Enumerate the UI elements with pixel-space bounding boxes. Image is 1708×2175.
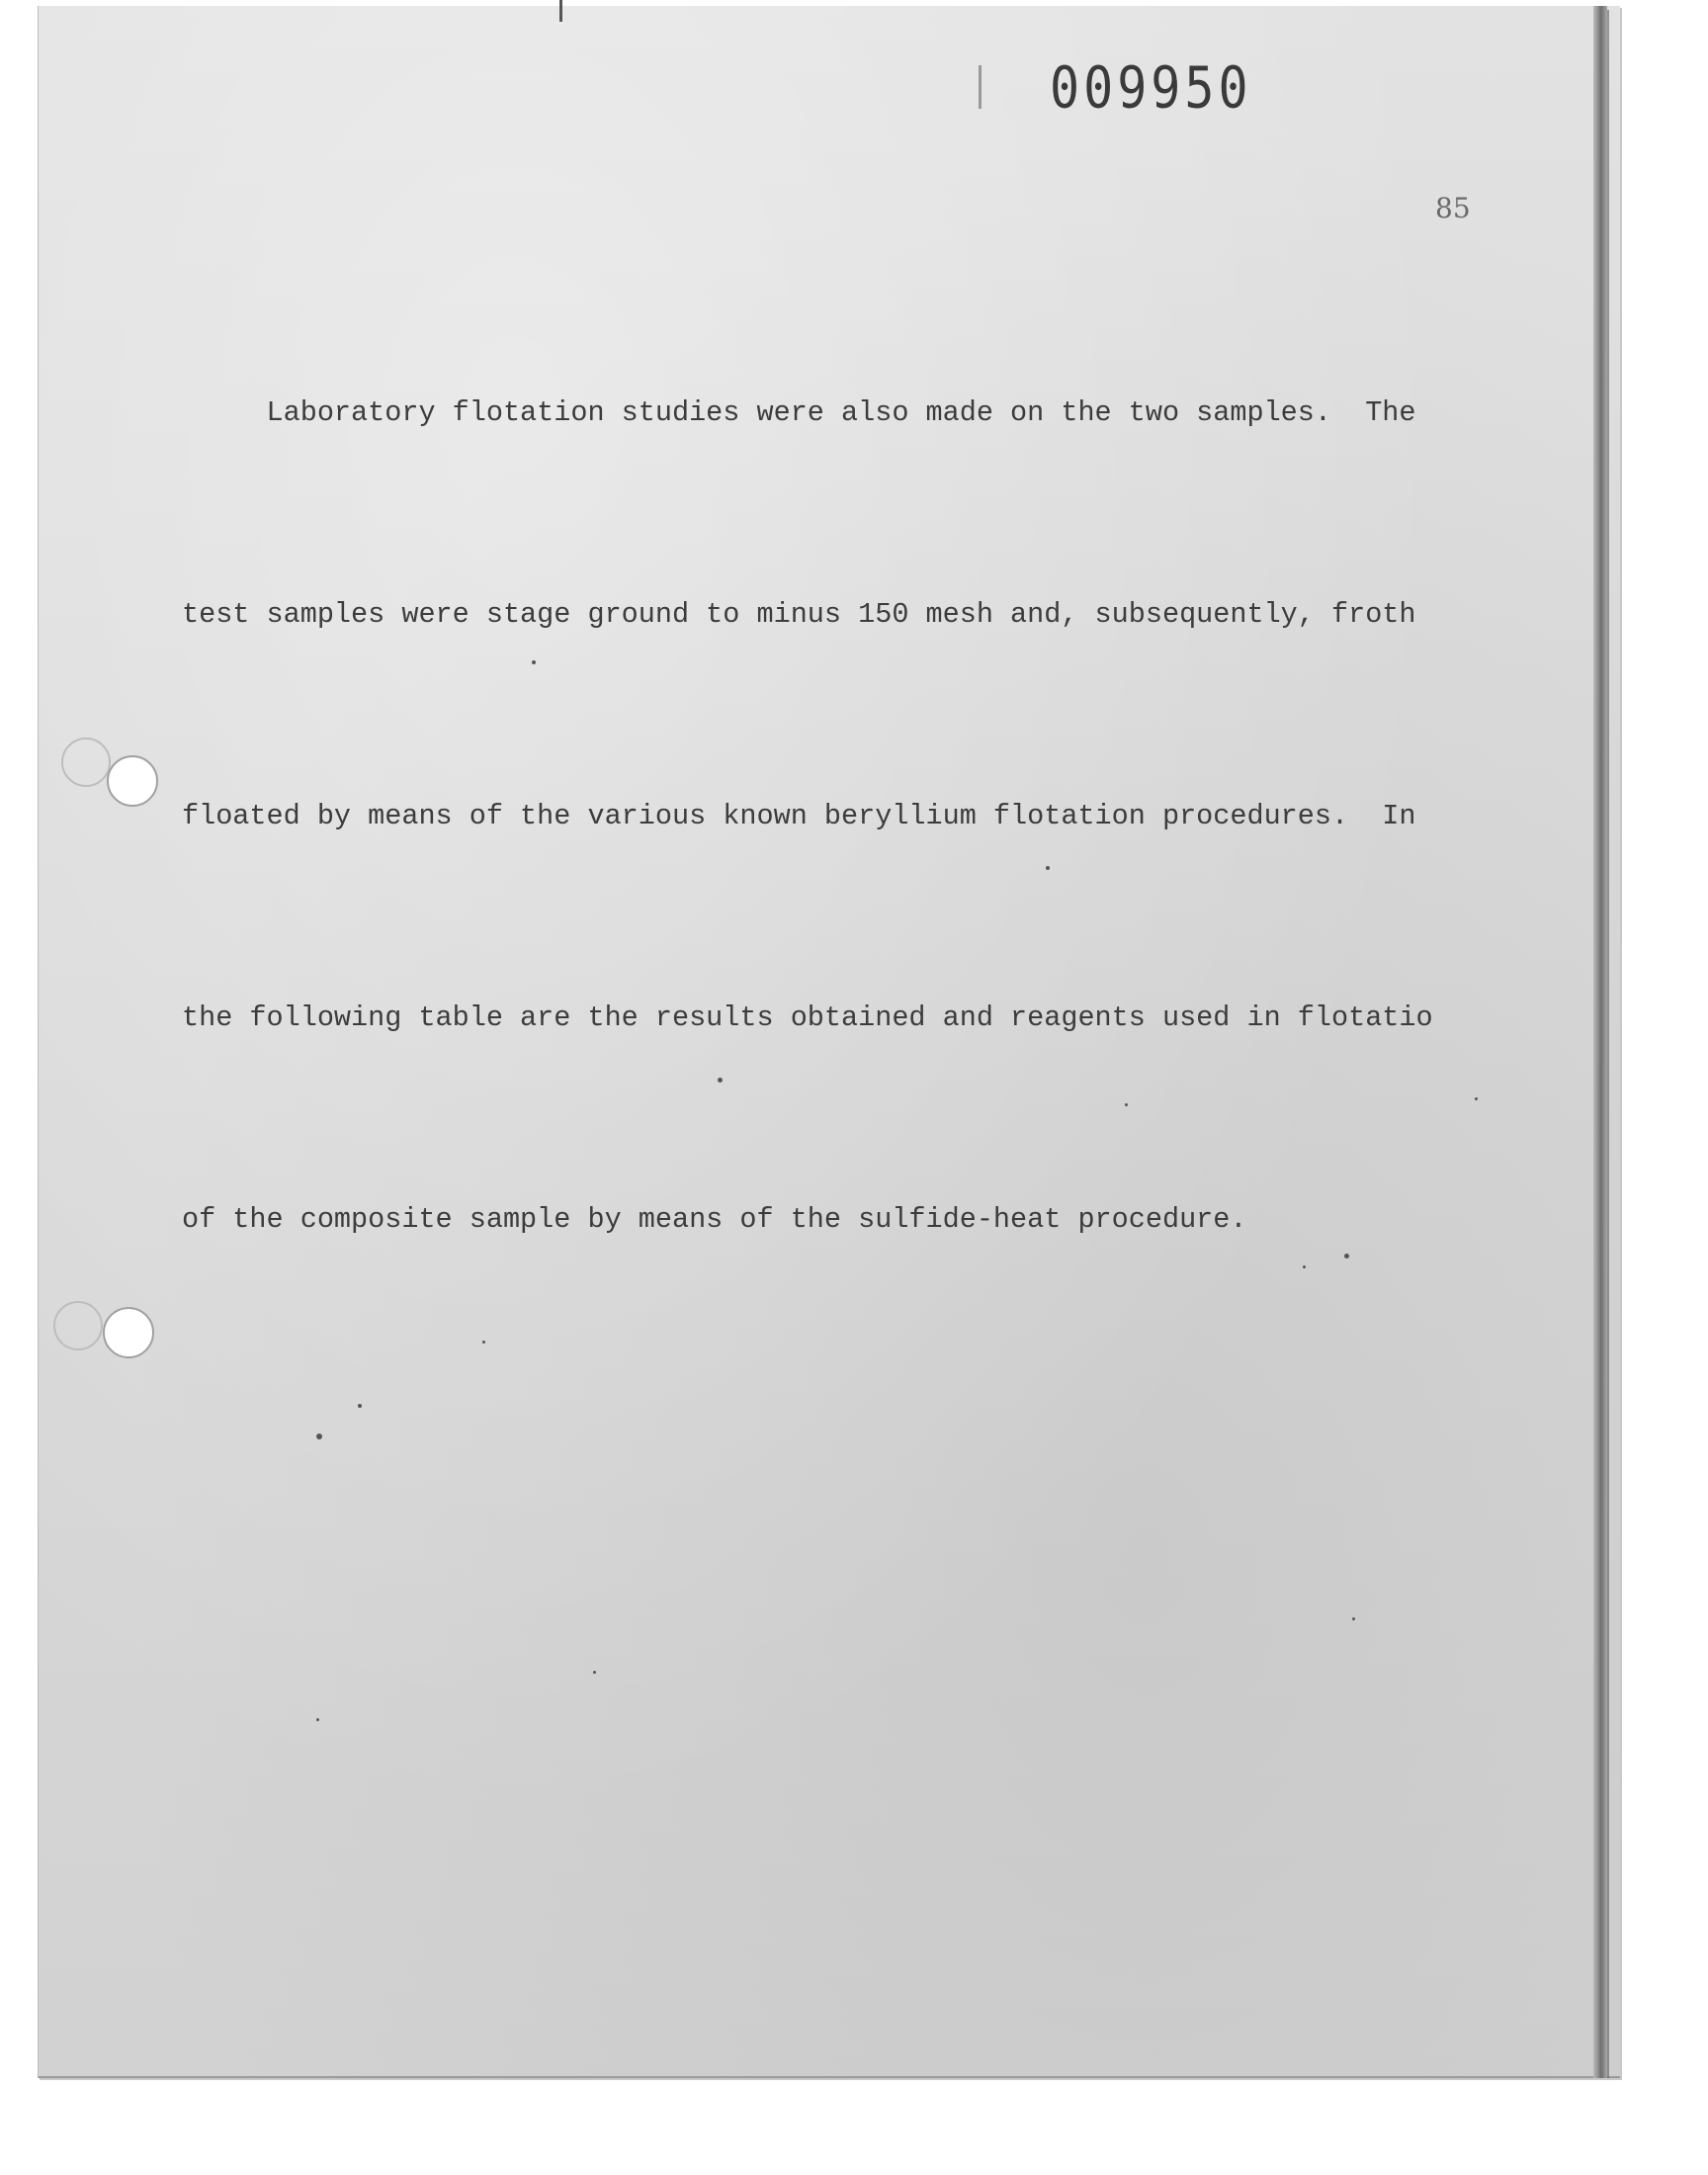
scan-speck bbox=[358, 1404, 362, 1408]
punch-hole-shadow bbox=[61, 738, 111, 787]
document-stamp-number: 009950 bbox=[1050, 54, 1252, 122]
scan-speck bbox=[532, 660, 536, 664]
scan-speck bbox=[1352, 1617, 1355, 1620]
scan-speck bbox=[1046, 866, 1050, 870]
scan-mark bbox=[559, 0, 562, 22]
scan-speck bbox=[1303, 1265, 1306, 1268]
page-edge-line bbox=[1607, 10, 1609, 2078]
stamp-tick-mark bbox=[979, 65, 982, 109]
scan-speck bbox=[316, 1718, 319, 1721]
paragraph-line: Laboratory flotation studies were also made on the two samples. The bbox=[182, 396, 1416, 429]
scan-speck bbox=[718, 1078, 723, 1083]
body-paragraph bbox=[182, 245, 1467, 1321]
page-edge-shadow bbox=[1593, 6, 1607, 2078]
paragraph-line: the following table are the results obtained and reagents used in flotatio bbox=[182, 1001, 1433, 1034]
scan-speck bbox=[1344, 1254, 1349, 1259]
scan-speck bbox=[1475, 1097, 1478, 1100]
paragraph-line: of the composite sample by means of the sulfide-heat procedure. bbox=[182, 1203, 1247, 1236]
punch-hole-upper bbox=[107, 755, 158, 807]
paragraph-line: test samples were stage ground to minus 150 mesh and, subsequently, froth bbox=[182, 598, 1416, 631]
punch-hole-lower bbox=[103, 1307, 154, 1358]
scan-speck bbox=[316, 1434, 322, 1439]
scan-speck bbox=[482, 1341, 485, 1344]
punch-hole-shadow bbox=[53, 1301, 103, 1350]
scan-speck bbox=[1125, 1103, 1128, 1106]
page-number: 85 bbox=[1435, 192, 1471, 224]
paragraph-line: floated by means of the various known beryllium flotation procedures. In bbox=[182, 800, 1416, 832]
scan-speck bbox=[593, 1671, 596, 1674]
